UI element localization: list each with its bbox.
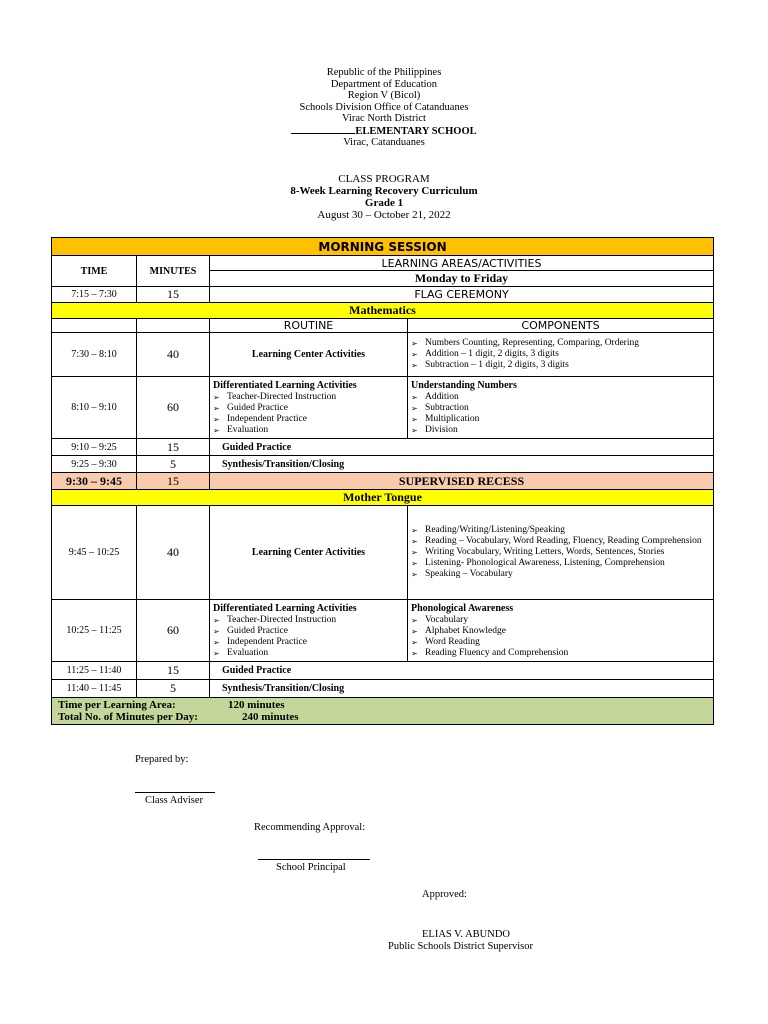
components-cell (408, 600, 714, 662)
letterhead-region: Region V (Bicol) (347, 90, 421, 101)
program-title: CLASS PROGRAM (338, 173, 430, 185)
minutes-cell: 60 (137, 377, 210, 439)
flag-ceremony-row (52, 287, 714, 303)
time-cell: 9:45 – 10:25 (52, 506, 137, 600)
program-heading (0, 173, 768, 221)
mathematics-heading: Mathematics (52, 303, 714, 319)
list-item: ➢ Listening- Phonological Awareness, Listening, Comprehension (411, 558, 665, 568)
empty-cell (52, 319, 137, 333)
components-cell (408, 506, 714, 600)
list-item: ➢ Teacher-Directed Instruction (213, 391, 337, 402)
letterhead-country: Republic of the Philippines (326, 67, 442, 78)
column-header-row (52, 256, 714, 271)
routine-header-row (52, 319, 714, 333)
checkmark-arrow-icon: ➢ (411, 339, 418, 348)
list-item: ➢ Reading – Vocabulary, Word Reading, Fluency, Reading Comprehension (411, 536, 702, 546)
table-row (52, 439, 714, 456)
list-item: ➢ Independent Practice (213, 413, 307, 424)
components-list (411, 338, 710, 371)
list-item: ➢ Evaluation (213, 424, 269, 435)
flag-ceremony-label: FLAG CEREMONY (210, 287, 714, 303)
table-row (52, 377, 714, 439)
approved-label: Approved: (422, 889, 467, 900)
recess-row (52, 473, 714, 490)
minutes-cell: 15 (137, 662, 210, 680)
list-item: ➢ Teacher-Directed Instruction (213, 614, 337, 625)
letterhead-division: Schools Division Office of Catanduanes (299, 101, 469, 113)
recess-label: SUPERVISED RECESS (210, 473, 714, 490)
list-item: ➢ Subtraction – 1 digit, 2 digits, 3 digits (411, 360, 569, 370)
time-cell: 11:40 – 11:45 (52, 680, 137, 698)
list-item: ➢ Reading Fluency and Comprehension (411, 647, 569, 658)
minutes-cell: 5 (137, 680, 210, 698)
time-cell: 10:25 – 11:25 (52, 600, 137, 662)
activity-list (213, 615, 404, 659)
days-header: Monday to Friday (210, 271, 714, 287)
checkmark-arrow-icon: ➢ (213, 648, 220, 658)
mathematics-title-row (52, 303, 714, 319)
list-item: ➢ Evaluation (213, 647, 269, 658)
recess-minutes: 15 (137, 473, 210, 490)
checkmark-arrow-icon: ➢ (411, 414, 418, 424)
checkmark-arrow-icon: ➢ (411, 425, 418, 435)
recommending-approval-label: Recommending Approval: (254, 822, 366, 833)
checkmark-arrow-icon: ➢ (411, 537, 418, 546)
checkmark-arrow-icon: ➢ (411, 637, 418, 647)
summary-cell (52, 698, 714, 725)
letterhead-address: Virac, Catanduanes (343, 137, 425, 148)
time-per-area-label: Time per Learning Area: (58, 699, 176, 711)
list-item: ➢ Guided Practice (213, 402, 288, 413)
minutes-cell: 5 (137, 456, 210, 473)
list-item: ➢ Addition (411, 391, 459, 402)
total-minutes-label: Total No. of Minutes per Day: (58, 711, 198, 723)
program-grade: Grade 1 (364, 197, 404, 209)
checkmark-arrow-icon: ➢ (213, 626, 220, 636)
list-item: ➢ Independent Practice (213, 636, 307, 647)
letterhead (0, 67, 768, 149)
program-curriculum: 8-Week Learning Recovery Curriculum (290, 185, 478, 197)
activity-list (213, 392, 404, 436)
checkmark-arrow-icon: ➢ (411, 570, 418, 579)
activity-cell: Guided Practice (210, 662, 714, 680)
supervisor-name: ELIAS V. ABUNDO (422, 929, 510, 940)
components-title: Phonological Awareness (411, 602, 514, 614)
checkmark-arrow-icon: ➢ (213, 637, 220, 647)
components-cell (408, 377, 714, 439)
activity-cell: Synthesis/Transition/Closing (210, 680, 714, 698)
checkmark-arrow-icon: ➢ (213, 392, 220, 402)
adviser-signature-line (135, 792, 215, 793)
activity-cell: Guided Practice (210, 439, 714, 456)
checkmark-arrow-icon: ➢ (411, 392, 418, 402)
checkmark-arrow-icon: ➢ (213, 425, 220, 435)
school-name-blank (291, 125, 355, 134)
list-item: ➢ Word Reading (411, 636, 480, 647)
activity-cell: Synthesis/Transition/Closing (210, 456, 714, 473)
list-item: ➢ Numbers Counting, Representing, Comparing, Ordering (411, 338, 639, 348)
table-row (52, 333, 714, 377)
list-item: ➢ Multiplication (411, 413, 480, 424)
list-item: ➢ Subtraction (411, 402, 469, 413)
list-item: ➢ Division (411, 424, 458, 435)
total-minutes (58, 711, 710, 723)
checkmark-arrow-icon: ➢ (411, 526, 418, 535)
checkmark-arrow-icon: ➢ (411, 350, 418, 359)
recess-time: 9:30 – 9:45 (52, 473, 137, 490)
supervisor-title: Public Schools District Supervisor (388, 941, 533, 952)
mother-tongue-heading: Mother Tongue (52, 490, 714, 506)
minutes-column-header: MINUTES (137, 256, 210, 287)
list-item: ➢ Reading/Writing/Listening/Speaking (411, 525, 565, 535)
class-program-table (51, 237, 714, 725)
table-row (52, 680, 714, 698)
checkmark-arrow-icon: ➢ (411, 615, 418, 625)
table-row (52, 662, 714, 680)
mother-tongue-title-row (52, 490, 714, 506)
checkmark-arrow-icon: ➢ (411, 548, 418, 557)
list-item: ➢ Alphabet Knowledge (411, 625, 506, 636)
letterhead-department: Department of Education (330, 78, 438, 90)
checkmark-arrow-icon: ➢ (411, 626, 418, 636)
flag-minutes: 15 (137, 287, 210, 303)
list-item: ➢ Vocabulary (411, 614, 469, 625)
principal-signature-line (258, 859, 370, 860)
program-dates: August 30 – October 21, 2022 (317, 209, 451, 221)
minutes-cell: 60 (137, 600, 210, 662)
time-cell: 9:10 – 9:25 (52, 439, 137, 456)
morning-session-heading: MORNING SESSION (52, 238, 714, 256)
components-header: COMPONENTS (408, 319, 714, 333)
checkmark-arrow-icon: ➢ (411, 559, 418, 568)
empty-cell (137, 319, 210, 333)
checkmark-arrow-icon: ➢ (213, 414, 220, 424)
time-cell: 9:25 – 9:30 (52, 456, 137, 473)
checkmark-arrow-icon: ➢ (411, 648, 418, 658)
session-row (52, 238, 714, 256)
time-cell: 7:30 – 8:10 (52, 333, 137, 377)
flag-time: 7:15 – 7:30 (52, 287, 137, 303)
list-item: ➢ Writing Vocabulary, Writing Letters, Words, Sentences, Stories (411, 547, 665, 557)
activity-cell: Learning Center Activities (210, 333, 408, 377)
activity-cell: Learning Center Activities (210, 506, 408, 600)
components-cell (408, 333, 714, 377)
prepared-by-label: Prepared by: (135, 754, 189, 765)
list-item: ➢ Guided Practice (213, 625, 288, 636)
principal-title: School Principal (276, 862, 346, 873)
adviser-title: Class Adviser (145, 795, 204, 806)
components-title: Understanding Numbers (411, 379, 517, 391)
total-minutes-value: 240 minutes (242, 711, 299, 723)
components-list (411, 525, 710, 580)
minutes-cell: 15 (137, 439, 210, 456)
time-column-header: TIME (52, 256, 137, 287)
letterhead-district: Virac North District (342, 113, 426, 124)
time-per-area (58, 699, 710, 711)
checkmark-arrow-icon: ➢ (213, 403, 220, 413)
minutes-cell: 40 (137, 333, 210, 377)
activity-title: Differentiated Learning Activities (213, 379, 357, 391)
list-item: ➢ Addition – 1 digit, 2 digits, 3 digits (411, 349, 559, 359)
table-row (52, 456, 714, 473)
table-row (52, 600, 714, 662)
activity-title: Differentiated Learning Activities (213, 602, 357, 614)
activity-cell (210, 377, 408, 439)
checkmark-arrow-icon: ➢ (411, 403, 418, 413)
routine-header: ROUTINE (210, 319, 408, 333)
components-list (411, 615, 710, 659)
checkmark-arrow-icon: ➢ (411, 361, 418, 370)
learning-areas-header: LEARNING AREAS/ACTIVITIES (210, 256, 714, 271)
letterhead-school: ELEMENTARY SCHOOL (0, 125, 768, 138)
time-cell: 11:25 – 11:40 (52, 662, 137, 680)
minutes-cell: 40 (137, 506, 210, 600)
components-list (411, 392, 710, 436)
activity-cell (210, 600, 408, 662)
table-row (52, 506, 714, 600)
time-cell: 8:10 – 9:10 (52, 377, 137, 439)
summary-row (52, 698, 714, 725)
list-item: ➢ Speaking – Vocabulary (411, 569, 513, 579)
time-per-area-value: 120 minutes (228, 699, 285, 711)
checkmark-arrow-icon: ➢ (213, 615, 220, 625)
